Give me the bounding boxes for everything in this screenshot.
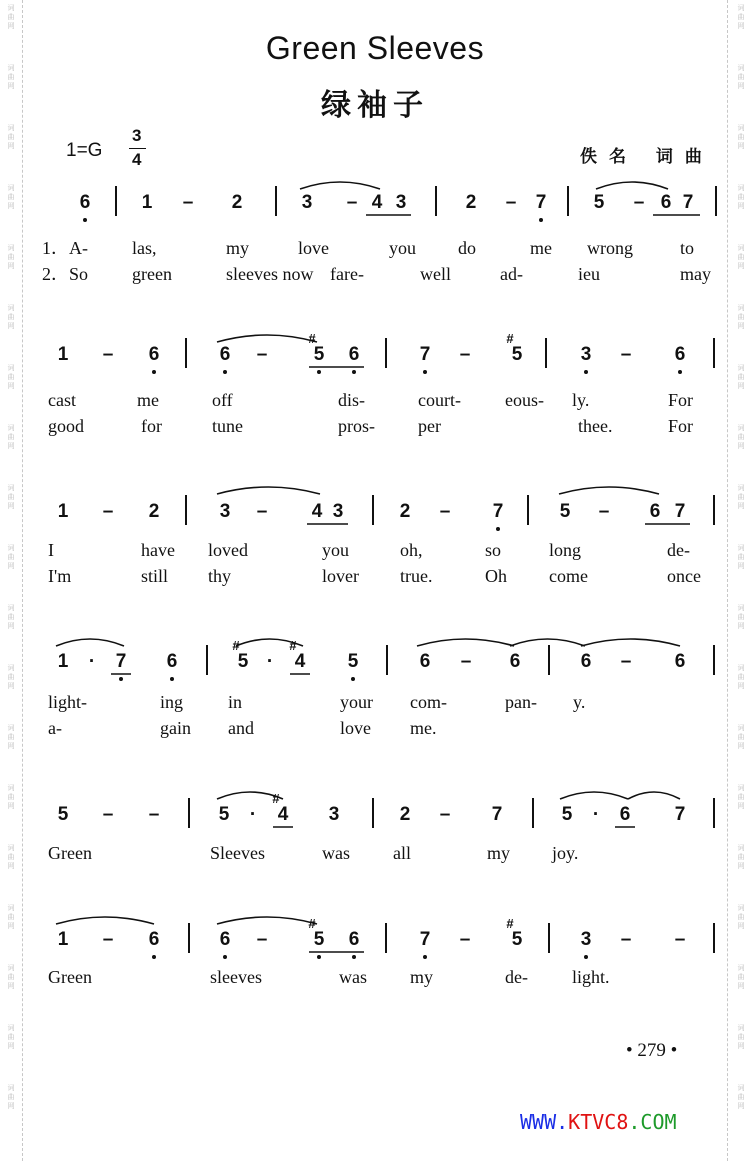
watermark-mark: 词 曲 网 xyxy=(737,784,745,810)
note: 4 xyxy=(294,651,306,672)
lyric-word: my xyxy=(487,843,511,863)
tie-slur xyxy=(217,335,317,342)
watermark-mark: 词 曲 网 xyxy=(737,184,745,210)
note: 3 xyxy=(328,804,340,825)
note: – xyxy=(102,804,114,825)
note: · xyxy=(592,804,600,825)
note: 5 xyxy=(313,929,325,950)
note: 2 xyxy=(231,192,243,213)
watermark-mark: 词 曲 网 xyxy=(7,664,15,690)
lyric-word: las, xyxy=(132,238,157,258)
lyric-word: was xyxy=(339,967,367,987)
note: 7 xyxy=(674,501,686,522)
note: 6 xyxy=(674,344,686,365)
note: 6 xyxy=(674,651,686,672)
tie-slur xyxy=(56,639,124,646)
site-url-brand: KTVC8 xyxy=(568,1110,629,1134)
tie-slur xyxy=(217,487,320,494)
watermark-mark: 词 曲 网 xyxy=(7,304,15,330)
lyric-word: light. xyxy=(572,967,610,987)
watermark-mark: 词 曲 网 xyxy=(737,664,745,690)
lyric-word: Green xyxy=(48,843,92,863)
lyric-word: I'm xyxy=(48,566,72,586)
note: – xyxy=(256,501,268,522)
lyric-word: come xyxy=(549,566,588,586)
note: – xyxy=(256,929,268,950)
time-signature-bottom: 4 xyxy=(132,150,142,169)
lyric-word: dis- xyxy=(338,390,365,410)
lyric-word: wrong xyxy=(587,238,633,258)
octave-dot xyxy=(584,370,588,374)
octave-dot xyxy=(170,677,174,681)
lyric-word: your xyxy=(340,692,373,712)
sharp-sign: # xyxy=(308,331,316,346)
note: 2 xyxy=(399,804,411,825)
watermark-mark: 词 曲 网 xyxy=(737,124,745,150)
octave-dot xyxy=(423,955,427,959)
note: 2 xyxy=(399,501,411,522)
note: 3 xyxy=(332,501,344,522)
song-title-english: Green Sleeves xyxy=(265,30,485,66)
lyric-word: oh, xyxy=(400,540,423,560)
site-url-com: .COM xyxy=(628,1110,677,1134)
note: – xyxy=(459,929,471,950)
lyric-word: tune xyxy=(212,416,243,436)
tie-slur xyxy=(56,917,154,924)
note: 6 xyxy=(219,344,231,365)
note: 5 xyxy=(561,804,573,825)
note: 7 xyxy=(419,344,431,365)
lyric-word: and xyxy=(228,718,254,738)
lyric-word: for xyxy=(141,416,162,436)
lyric-word: Sleeves xyxy=(210,843,265,863)
lyric-word: me. xyxy=(410,718,437,738)
note: 6 xyxy=(79,192,91,213)
octave-dot xyxy=(317,370,321,374)
note: 5 xyxy=(57,804,69,825)
octave-dot xyxy=(584,955,588,959)
tie-slur xyxy=(581,639,680,646)
note: – xyxy=(620,651,632,672)
watermark-mark: 词 曲 网 xyxy=(7,844,15,870)
lyric-word: you xyxy=(322,540,349,560)
note: 3 xyxy=(580,344,592,365)
lyric-word: pros- xyxy=(338,416,375,436)
lyric-word: thee. xyxy=(578,416,613,436)
note: 2 xyxy=(465,192,477,213)
note: 7 xyxy=(491,804,503,825)
lyric-word: still xyxy=(141,566,169,586)
lyric-word: de- xyxy=(505,967,528,987)
lyric-word: so xyxy=(485,540,502,560)
lyric-word: all xyxy=(393,843,411,863)
note: – xyxy=(256,344,268,365)
octave-dot xyxy=(678,370,682,374)
note: 6 xyxy=(509,651,521,672)
watermark-mark: 词 曲 网 xyxy=(737,424,745,450)
lyric-word: sleeves now xyxy=(226,264,314,284)
note: 3 xyxy=(219,501,231,522)
note: – xyxy=(102,929,114,950)
lyric-word: For xyxy=(668,390,694,410)
tie-slur xyxy=(559,487,659,494)
lyric-word: loved xyxy=(208,540,248,560)
watermark-mark: 词 曲 网 xyxy=(7,424,15,450)
lyric-word: may xyxy=(680,264,711,284)
time-signature-top: 3 xyxy=(132,126,142,145)
lyric-word: a- xyxy=(48,718,62,738)
note: 7 xyxy=(419,929,431,950)
author-credit: 佚名 词曲 xyxy=(580,147,714,167)
note: – xyxy=(439,804,451,825)
octave-dot xyxy=(352,370,356,374)
lyric-word: gain xyxy=(160,718,191,738)
watermark-mark: 词 曲 网 xyxy=(7,244,15,270)
note: 4 xyxy=(371,192,383,213)
watermark-mark: 词 曲 网 xyxy=(737,364,745,390)
note: 3 xyxy=(301,192,313,213)
sharp-sign: # xyxy=(272,791,280,806)
tie-slur xyxy=(596,182,668,189)
octave-dot xyxy=(152,955,156,959)
lyric-word: de- xyxy=(667,540,690,560)
watermark-mark: 词 曲 网 xyxy=(7,904,15,930)
octave-dot xyxy=(351,677,355,681)
sharp-sign: # xyxy=(308,916,316,931)
watermark-mark: 词 曲 网 xyxy=(737,64,745,90)
lyric-word: true. xyxy=(400,566,433,586)
watermark-mark: 词 曲 网 xyxy=(7,64,15,90)
note: 1 xyxy=(57,929,69,950)
sharp-sign: # xyxy=(289,638,297,653)
lyric-word: me xyxy=(137,390,159,410)
lyric-word: y. xyxy=(573,692,586,712)
octave-dot xyxy=(223,370,227,374)
watermark-mark: 词 曲 网 xyxy=(737,4,745,30)
note: 7 xyxy=(682,192,694,213)
note: 6 xyxy=(660,192,672,213)
lyric-word: sleeves xyxy=(210,967,262,987)
lyric-word: ieu xyxy=(578,264,600,284)
note: 7 xyxy=(535,192,547,213)
note: 5 xyxy=(511,929,523,950)
lyric-word: in xyxy=(228,692,243,712)
lyric-word: Green xyxy=(48,967,92,987)
note: 4 xyxy=(277,804,289,825)
note: – xyxy=(102,344,114,365)
note: 3 xyxy=(395,192,407,213)
note: – xyxy=(459,344,471,365)
lyric-word: long xyxy=(549,540,582,560)
note: – xyxy=(439,501,451,522)
lyric-word: ad- xyxy=(500,264,523,284)
note: · xyxy=(249,804,257,825)
lyric-word: cast xyxy=(48,390,76,410)
watermark-mark: 词 曲 网 xyxy=(7,1084,15,1110)
watermark-mark: 词 曲 网 xyxy=(7,544,15,570)
note: 2 xyxy=(148,501,160,522)
lyric-word: my xyxy=(410,967,434,987)
watermark-mark: 词 曲 网 xyxy=(737,964,745,990)
watermark-mark: 词 曲 网 xyxy=(7,964,15,990)
note: 1 xyxy=(57,501,69,522)
note: 6 xyxy=(148,344,160,365)
note: 6 xyxy=(419,651,431,672)
note: 6 xyxy=(649,501,661,522)
note: 6 xyxy=(580,651,592,672)
tie-slur xyxy=(560,792,628,799)
octave-dot xyxy=(119,677,123,681)
note: 6 xyxy=(148,929,160,950)
tie-slur xyxy=(300,182,380,189)
tie-slur xyxy=(510,639,585,646)
octave-dot xyxy=(496,527,500,531)
note: – xyxy=(633,192,645,213)
watermark-mark: 词 曲 网 xyxy=(737,304,745,330)
note: · xyxy=(88,651,96,672)
tie-slur xyxy=(628,792,680,799)
lyric-word: lover xyxy=(322,566,359,586)
lyric-word: my xyxy=(226,238,250,258)
note: – xyxy=(505,192,517,213)
lyric-word: court- xyxy=(418,390,461,410)
watermark-mark: 词 曲 网 xyxy=(737,544,745,570)
note: 3 xyxy=(580,929,592,950)
octave-dot xyxy=(317,955,321,959)
page-number: • 279 • xyxy=(626,1040,678,1061)
note: – xyxy=(148,804,160,825)
watermark-mark: 词 曲 网 xyxy=(737,724,745,750)
site-url-www: WWW. xyxy=(520,1110,569,1134)
watermark-mark: 词 曲 网 xyxy=(7,484,15,510)
note: 5 xyxy=(313,344,325,365)
sharp-sign: # xyxy=(506,331,514,346)
lyric-word: eous- xyxy=(505,390,544,410)
note: 6 xyxy=(219,929,231,950)
tie-slur xyxy=(417,639,514,646)
lyric-word: pan- xyxy=(505,692,537,712)
note: 6 xyxy=(619,804,631,825)
note: 7 xyxy=(492,501,504,522)
octave-dot xyxy=(223,955,227,959)
lyric-word: light- xyxy=(48,692,87,712)
lyric-word: 2．So xyxy=(42,264,89,284)
tie-slur xyxy=(236,639,303,646)
note: 1 xyxy=(57,651,69,672)
lyric-word: love xyxy=(340,718,371,738)
lyric-word: fare- xyxy=(330,264,364,284)
octave-dot xyxy=(83,218,87,222)
note: 6 xyxy=(348,344,360,365)
lyric-word: love xyxy=(298,238,329,258)
watermark-mark: 词 曲 网 xyxy=(737,484,745,510)
note: 5 xyxy=(218,804,230,825)
note: 7 xyxy=(115,651,127,672)
note: – xyxy=(598,501,610,522)
note: 5 xyxy=(237,651,249,672)
note: – xyxy=(460,651,472,672)
lyric-word: joy. xyxy=(552,843,579,863)
watermark-mark: 词 曲 网 xyxy=(737,904,745,930)
lyric-word: off xyxy=(212,390,233,410)
watermark-mark: 词 曲 网 xyxy=(7,364,15,390)
note: · xyxy=(266,651,274,672)
lyric-word: you xyxy=(389,238,416,258)
note: 5 xyxy=(559,501,571,522)
lyric-word: green xyxy=(132,264,172,284)
note: 5 xyxy=(347,651,359,672)
lyric-word: me xyxy=(530,238,552,258)
lyric-word: ly. xyxy=(572,390,590,410)
note: – xyxy=(182,192,194,213)
note: 6 xyxy=(166,651,178,672)
note: 7 xyxy=(674,804,686,825)
lyric-word: once xyxy=(667,566,701,586)
note: 5 xyxy=(593,192,605,213)
note: 4 xyxy=(311,501,323,522)
watermark-mark: 词 曲 网 xyxy=(737,1024,745,1050)
tie-slur xyxy=(217,917,317,924)
note: 1 xyxy=(141,192,153,213)
octave-dot xyxy=(352,955,356,959)
key-signature: 1=G xyxy=(66,140,103,161)
lyric-word: ing xyxy=(160,692,184,712)
lyric-word: per xyxy=(418,416,441,436)
lyric-word: I xyxy=(48,540,54,560)
lyric-word: 1．A- xyxy=(42,238,88,258)
watermark-mark: 词 曲 网 xyxy=(7,1024,15,1050)
watermark-mark: 词 曲 网 xyxy=(737,604,745,630)
lyric-word: For xyxy=(668,416,694,436)
note: – xyxy=(102,501,114,522)
lyric-word: well xyxy=(420,264,451,284)
lyric-word: thy xyxy=(208,566,232,586)
lyric-word: to xyxy=(680,238,695,258)
watermark-mark: 词 曲 网 xyxy=(7,604,15,630)
site-url[interactable] xyxy=(520,1110,677,1134)
note: 5 xyxy=(511,344,523,365)
watermark-mark: 词 曲 网 xyxy=(7,124,15,150)
sharp-sign: # xyxy=(506,916,514,931)
note: – xyxy=(620,929,632,950)
lyric-word: Oh xyxy=(485,566,507,586)
note: – xyxy=(674,929,686,950)
octave-dot xyxy=(423,370,427,374)
note: – xyxy=(620,344,632,365)
note: 6 xyxy=(348,929,360,950)
tie-slur xyxy=(217,792,283,799)
sharp-sign: # xyxy=(232,638,240,653)
lyric-word: good xyxy=(48,416,84,436)
watermark-mark: 词 曲 网 xyxy=(737,244,745,270)
lyric-word: was xyxy=(322,843,350,863)
octave-dot xyxy=(152,370,156,374)
octave-dot xyxy=(539,218,543,222)
watermark-mark: 词 曲 网 xyxy=(7,184,15,210)
lyric-word: do xyxy=(458,238,476,258)
song-title-chinese: 绿袖子 xyxy=(321,88,429,123)
lyric-word: have xyxy=(141,540,175,560)
watermark-mark: 词 曲 网 xyxy=(737,1084,745,1110)
lyric-word: com- xyxy=(410,692,447,712)
note: 1 xyxy=(57,344,69,365)
watermark-mark: 词 曲 网 xyxy=(7,4,15,30)
note: – xyxy=(346,192,358,213)
watermark-mark: 词 曲 网 xyxy=(737,844,745,870)
watermark-mark: 词 曲 网 xyxy=(7,724,15,750)
watermark-mark: 词 曲 网 xyxy=(7,784,15,810)
